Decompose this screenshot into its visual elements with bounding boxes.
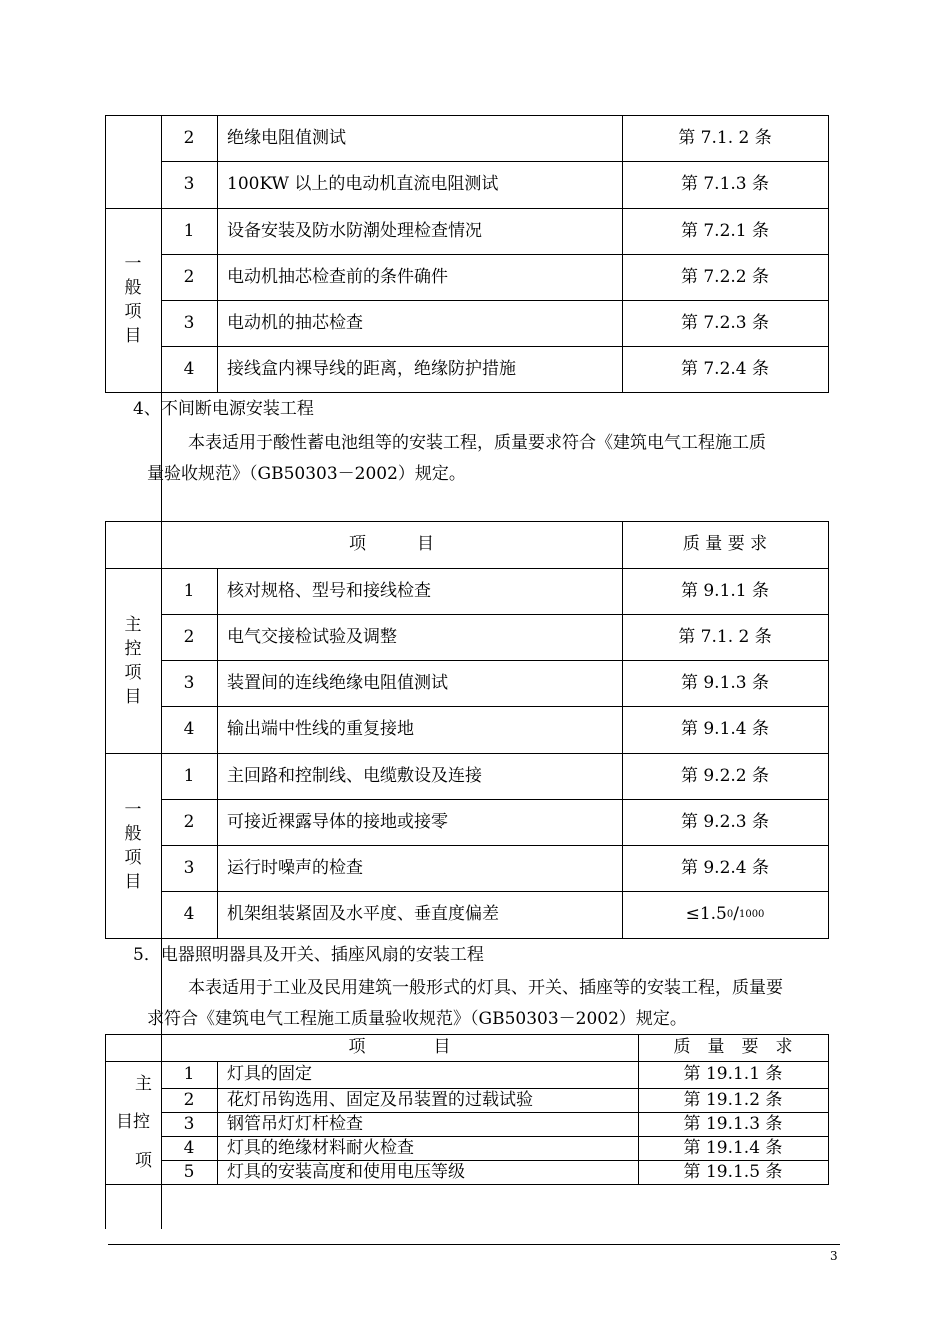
row-number: 1 — [183, 580, 195, 601]
item-name: 灯具的绝缘材料耐火检查 — [227, 1137, 414, 1158]
page-number: 3 — [830, 1249, 838, 1263]
quality-requirement: 第 19.1.4 条 — [683, 1137, 783, 1158]
header-quality-requirement: 质 量 要 求 — [673, 1037, 793, 1057]
label-char: 控 — [124, 638, 142, 659]
section-4-paragraph-line-2: 量验收规范》（GB50303－2002）规定。 — [147, 464, 466, 484]
quality-requirement — [622, 891, 828, 938]
quality-requirement: 第 19.1.5 条 — [683, 1161, 783, 1182]
row-number: 3 — [183, 672, 195, 693]
general-items-label — [105, 208, 161, 392]
general-items-label — [105, 753, 161, 938]
quality-requirement: 第 7.2.3 条 — [680, 312, 770, 333]
item-name: 输出端中性线的重复接地 — [227, 719, 414, 739]
row-number: 4 — [183, 358, 195, 379]
row-number: 1 — [183, 765, 195, 786]
quality-requirement: 第 19.1.2 条 — [683, 1089, 783, 1110]
item-name: 装置间的连线绝缘电阻值测试 — [227, 672, 448, 693]
item-name: 接线盒内裸导线的距离，绝缘防护措施 — [227, 358, 516, 379]
quality-requirement: 第 9.2.4 条 — [680, 857, 770, 878]
item-name: 设备安装及防水防潮处理检查情况 — [227, 220, 482, 241]
label-char: 主 — [124, 614, 142, 635]
quality-requirement: 第 7.2.1 条 — [680, 220, 770, 241]
label-char: 般 — [124, 823, 142, 844]
item-name: 机架组装紧固及水平度、垂直度偏差 — [227, 904, 499, 924]
row-number: 2 — [183, 811, 195, 832]
item-name: 灯具的安装高度和使用电压等级 — [227, 1161, 465, 1182]
row-number: 2 — [183, 626, 195, 647]
item-name: 电动机抽芯检查前的条件确件 — [227, 266, 448, 287]
row-number: 4 — [183, 904, 195, 924]
item-name: 绝缘电阻值测试 — [227, 127, 346, 148]
quality-requirement: 第 19.1.3 条 — [683, 1113, 783, 1134]
quality-requirement: 第 9.1.1 条 — [680, 580, 770, 601]
item-name: 电气交接检试验及调整 — [227, 626, 397, 647]
main-control-label-3: 项 — [135, 1151, 152, 1171]
quality-requirement: 第 9.2.3 条 — [680, 811, 770, 832]
row-number: 2 — [183, 266, 195, 287]
quality-requirement: 第 9.1.3 条 — [680, 672, 770, 693]
quality-requirement: 第 7.2.2 条 — [680, 266, 770, 287]
header-item: 项 目 — [349, 534, 434, 554]
quality-requirement: 第 9.1.4 条 — [680, 719, 770, 739]
item-name: 钢管吊灯灯杆检查 — [227, 1113, 363, 1134]
row-number: 4 — [183, 719, 195, 739]
row-number: 1 — [183, 1064, 195, 1084]
section-4-heading: 4、不间断电源安装工程 — [133, 399, 314, 419]
label-char: 般 — [124, 278, 142, 298]
tolerance-separator: / — [733, 904, 739, 924]
main-control-label-1: 主 — [135, 1074, 152, 1094]
footer-rule — [108, 1244, 840, 1245]
quality-requirement: 第 7.1. 2 条 — [678, 127, 772, 148]
label-char: 目 — [124, 871, 142, 892]
main-control-label-2: 目控 — [116, 1112, 150, 1132]
row-number: 2 — [183, 127, 195, 148]
header-quality-requirement: 质 量 要 求 — [682, 534, 768, 554]
row-number: 3 — [183, 312, 195, 333]
quality-requirement: 第 9.2.2 条 — [680, 765, 770, 786]
row-number: 3 — [183, 174, 195, 194]
section-5-paragraph-line-2: 求符合《建筑电气工程施工质量验收规范》（GB50303－2002）规定。 — [147, 1009, 687, 1029]
label-char: 项 — [124, 847, 142, 868]
row-number: 5 — [183, 1161, 195, 1182]
label-char: 目 — [124, 326, 142, 346]
tolerance-value: ≤1.5 — [685, 904, 727, 924]
label-char: 项 — [124, 662, 142, 683]
tolerance-subscript: 1000 — [738, 908, 765, 920]
item-name: 运行时噪声的检查 — [227, 857, 363, 878]
item-name: 核对规格、型号和接线检查 — [227, 580, 431, 601]
row-number: 2 — [183, 1089, 195, 1110]
row-number: 4 — [183, 1137, 195, 1158]
label-char: 项 — [124, 302, 142, 322]
main-control-items-label — [105, 568, 161, 753]
item-name: 主回路和控制线、电缆敷设及连接 — [227, 765, 482, 786]
label-char: 一 — [124, 254, 142, 274]
header-item: 项 目 — [348, 1037, 451, 1057]
item-name: 花灯吊钩选用、固定及吊装置的过载试验 — [227, 1089, 533, 1110]
quality-requirement: 第 7.1. 2 条 — [678, 626, 772, 647]
item-name: 灯具的固定 — [227, 1064, 312, 1084]
row-number: 1 — [183, 220, 195, 241]
row-number: 3 — [183, 1113, 195, 1134]
quality-requirement: 第 7.1.3 条 — [680, 174, 770, 194]
item-name: 电动机的抽芯检查 — [227, 312, 363, 333]
quality-requirement: 第 19.1.1 条 — [683, 1064, 783, 1084]
item-name: 可接近裸露导体的接地或接零 — [227, 811, 448, 832]
label-char: 目 — [124, 686, 142, 707]
section-5-heading: 5．电器照明器具及开关、插座风扇的安装工程 — [133, 945, 484, 965]
row-number: 3 — [183, 857, 195, 878]
item-name: 100KW 以上的电动机直流电阻测试 — [227, 174, 499, 194]
section-4-paragraph-line-1: 本表适用于酸性蓄电池组等的安装工程，质量要求符合《建筑电气工程施工质 — [188, 433, 766, 453]
tolerance-superscript: 0 — [726, 908, 734, 920]
label-char: 一 — [124, 799, 142, 820]
section-5-paragraph-line-1: 本表适用于工业及民用建筑一般形式的灯具、开关、插座等的安装工程，质量要 — [188, 978, 783, 998]
quality-requirement: 第 7.2.4 条 — [680, 358, 770, 379]
